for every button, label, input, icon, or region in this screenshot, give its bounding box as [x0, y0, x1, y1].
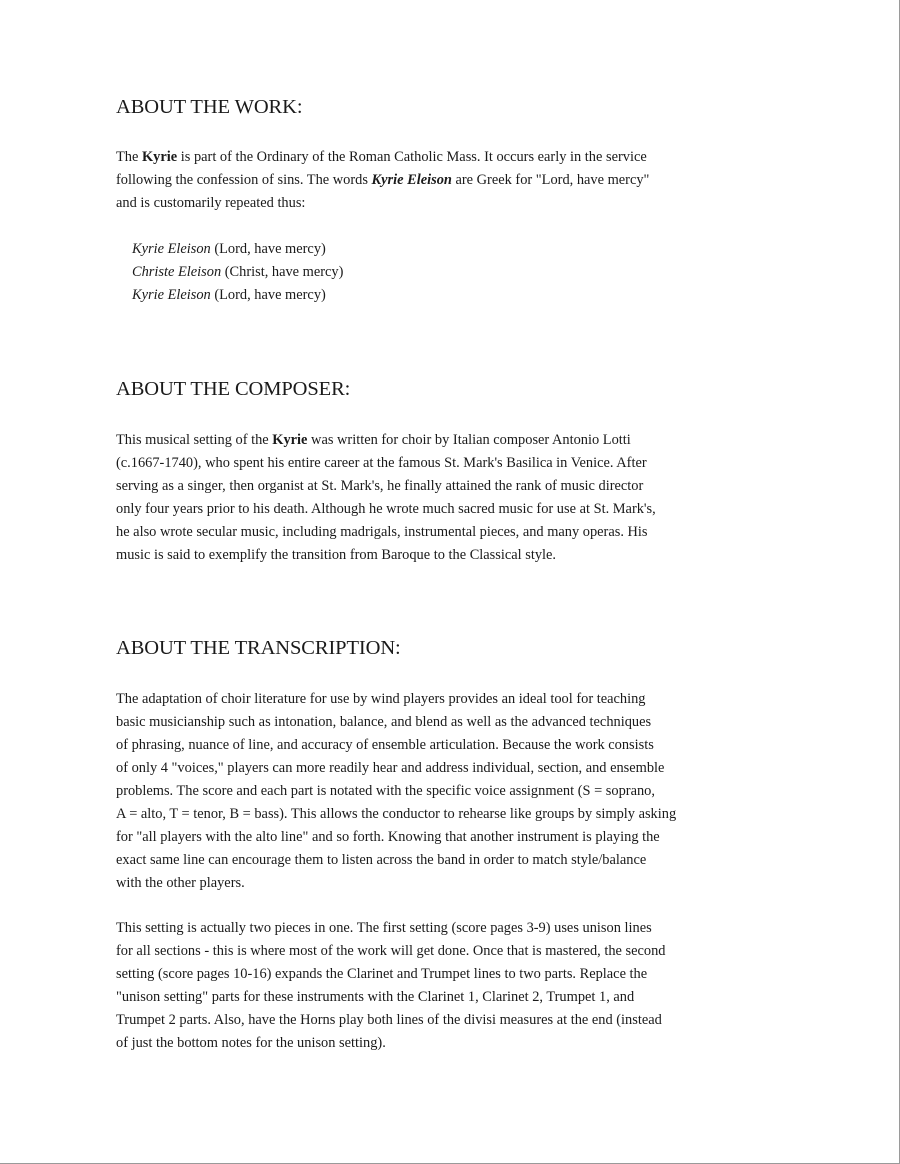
composer-line: serving as a singer, then organist at St. Mark's, he finally attained the rank of music director: [116, 478, 644, 494]
heading-about-work: ABOUT THE WORK:: [116, 96, 303, 118]
transcription-paragraph-2: [116, 917, 756, 1055]
section-about-work: [116, 95, 756, 307]
transcription-line: The adaptation of choir literature for use by wind players provides an ideal tool for teaching: [116, 691, 646, 707]
transcription-line: for all sections - this is where most of the work will get done. Once that is mastered, the second: [116, 943, 666, 959]
kyrie-eleison-bold-italic: Kyrie Eleison: [371, 172, 452, 188]
composer-line: he also wrote secular music, including madrigals, instrumental pieces, and many operas. His: [116, 524, 648, 540]
kyrie-bold: Kyrie: [272, 432, 308, 448]
section-about-transcription: [116, 636, 756, 1055]
transcription-line: This setting is actually two pieces in one. The first setting (score pages 3-9) uses unison lines: [116, 920, 652, 936]
heading-about-transcription: ABOUT THE TRANSCRIPTION:: [116, 637, 401, 659]
litany-line-2: Christe Eleison (Christ, have mercy): [132, 264, 344, 280]
kyrie-bold: Kyrie: [141, 149, 178, 165]
transcription-line: exact same line can encourage them to listen across the band in order to match style/balance: [116, 852, 647, 868]
transcription-line: of phrasing, nuance of line, and accuracy of ensemble articulation. Because the work consists: [116, 737, 654, 753]
transcription-line: for "all players with the alto line" and so forth. Knowing that another instrument is playing the: [116, 829, 660, 845]
section-about-composer: [116, 377, 756, 567]
transcription-line: problems. The score and each part is notated with the specific voice assignment (S = soprano,: [116, 783, 655, 799]
work-line-1: The Kyrie is part of the Ordinary of the Roman Catholic Mass. It occurs early in the service: [116, 149, 647, 165]
work-line-2: following the confession of sins. The words Kyrie Eleison are Greek for "Lord, have mercy": [116, 172, 650, 188]
transcription-line: basic musicianship such as intonation, balance, and blend as well as the advanced techniques: [116, 714, 652, 730]
composer-line: music is said to exemplify the transition from Baroque to the Classical style.: [116, 547, 557, 563]
composer-line: only four years prior to his death. Although he wrote much sacred music for use at St. Mark's,: [116, 501, 656, 517]
transcription-line: of just the bottom notes for the unison setting).: [116, 1035, 386, 1051]
transcription-line: with the other players.: [116, 875, 245, 891]
transcription-line: Trumpet 2 parts. Also, have the Horns play both lines of the divisi measures at the end (instead: [116, 1012, 662, 1028]
heading-about-composer: ABOUT THE COMPOSER:: [116, 378, 351, 400]
composer-paragraph: [116, 429, 756, 567]
transcription-line: A = alto, T = tenor, B = bass). This allows the conductor to rehearse like groups by simply asking: [116, 806, 677, 822]
litany-line-3: Kyrie Eleison (Lord, have mercy): [132, 287, 326, 303]
transcription-paragraph-1: [116, 688, 756, 895]
work-paragraph: [116, 146, 756, 215]
transcription-line: setting (score pages 10-16) expands the Clarinet and Trumpet lines to two parts. Replace the: [116, 966, 648, 982]
composer-line-1: This musical setting of the Kyrie was written for choir by Italian composer Antonio Lotti: [116, 432, 631, 448]
litany-block: [116, 238, 756, 307]
work-line-3: and is customarily repeated thus:: [116, 195, 306, 211]
transcription-line: of only 4 "voices," players can more readily hear and address individual, section, and ensemble: [116, 760, 665, 776]
litany-line-1: Kyrie Eleison (Lord, have mercy): [132, 241, 326, 257]
transcription-line: "unison setting" parts for these instruments with the Clarinet 1, Clarinet 2, Trumpet 1, and: [116, 989, 635, 1005]
composer-line: (c.1667-1740), who spent his entire career at the famous St. Mark's Basilica in Venice. After: [116, 455, 647, 471]
